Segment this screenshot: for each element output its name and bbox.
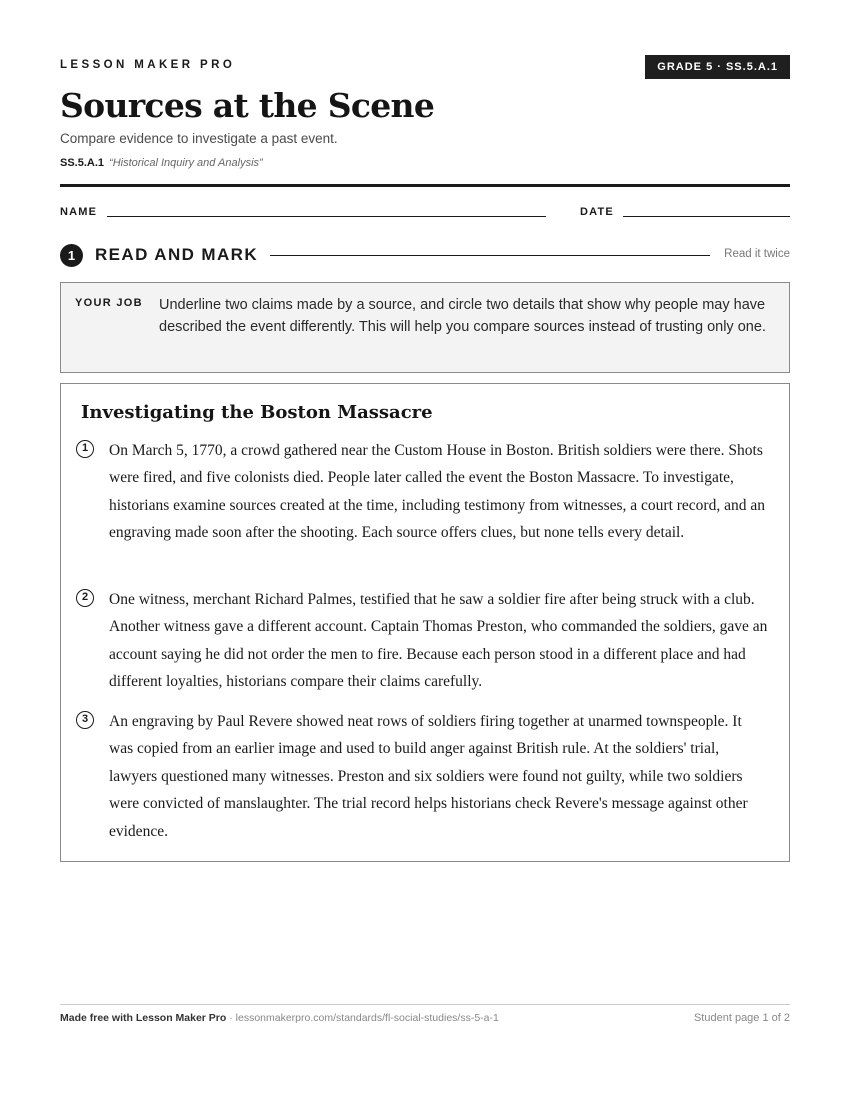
standard-name: “Historical Inquiry and Analysis” — [109, 157, 263, 169]
footer-page-label: Student page 1 of 2 — [693, 1012, 790, 1024]
header-divider — [60, 184, 790, 187]
paragraph-2: One witness, merchant Richard Palmes, testified that he saw a soldier fire after being struck with a club. Another witness gave a different account. Captain Thomas Preston, who commanded the soldiers, gave an account saying he did not order the men to fire. Because each person stood in a different place and had different loyalties, historians compare their claims carefully. — [109, 591, 768, 691]
brand-label: LESSON MAKER PRO — [60, 59, 236, 71]
paragraph-number-2: 2 — [76, 589, 94, 607]
grade-badge: GRADE 5 · SS.5.A.1 — [645, 55, 790, 79]
standard-code: SS.5.A.1 — [60, 157, 105, 169]
reading-passage-box — [60, 383, 790, 862]
job-instructions-box — [60, 282, 790, 373]
date-label: DATE — [580, 206, 614, 218]
footer-url-link[interactable]: lessonmakerpro.com/standards/fl-social-studies/ss-5-a-1 — [235, 1012, 499, 1024]
paragraph-number-1: 1 — [76, 440, 94, 458]
footer-credit — [60, 1012, 499, 1024]
worksheet-page — [60, 0, 790, 1100]
job-label: YOUR JOB — [75, 297, 143, 309]
section-note: Read it twice — [724, 248, 790, 260]
paragraph-3: An engraving by Paul Revere showed neat rows of soldiers firing together at unarmed townspeople. It was copied from an earlier image and used to build anger against British rule. At the soldiers' trial, lawyers questioned many witnesses. Preston and six soldiers were found not guilty, while two soldiers were convicted of manslaughter. The trial record helps historians check Revere's message against other evidence. — [109, 713, 748, 840]
paragraph-number-3: 3 — [76, 711, 94, 729]
reading-title: Investigating the Boston Massacre — [81, 402, 433, 423]
footer-separator: · — [226, 1012, 236, 1024]
job-text: Underline two claims made by a source, and circle two details that show why people may have described the event differently. This will help you compare sources instead of trusting only one. — [159, 297, 766, 335]
name-field[interactable] — [107, 216, 546, 217]
section-divider — [270, 255, 710, 256]
footer-made-with: Made free with Lesson Maker Pro — [60, 1012, 227, 1024]
date-field[interactable] — [623, 216, 790, 217]
worksheet-subtitle: Compare evidence to investigate a past event. — [60, 131, 338, 146]
paragraph-1: On March 5, 1770, a crowd gathered near the Custom House in Boston. British soldiers were there. Shots were fired, and five colonists died. People later called the event the Boston Massacre. To investigate, historians examine sources created at the time, including testimony from witnesses, a court record, and an engraving made soon after the shooting. Each source offers clues, but none tells every detail. — [109, 442, 765, 542]
section-title: READ AND MARK — [95, 245, 259, 264]
name-label: NAME — [60, 206, 98, 218]
footer-divider — [60, 1004, 790, 1005]
standard-line — [60, 157, 263, 169]
section-number-badge: 1 — [60, 244, 83, 267]
worksheet-title: Sources at the Scene — [60, 86, 435, 125]
